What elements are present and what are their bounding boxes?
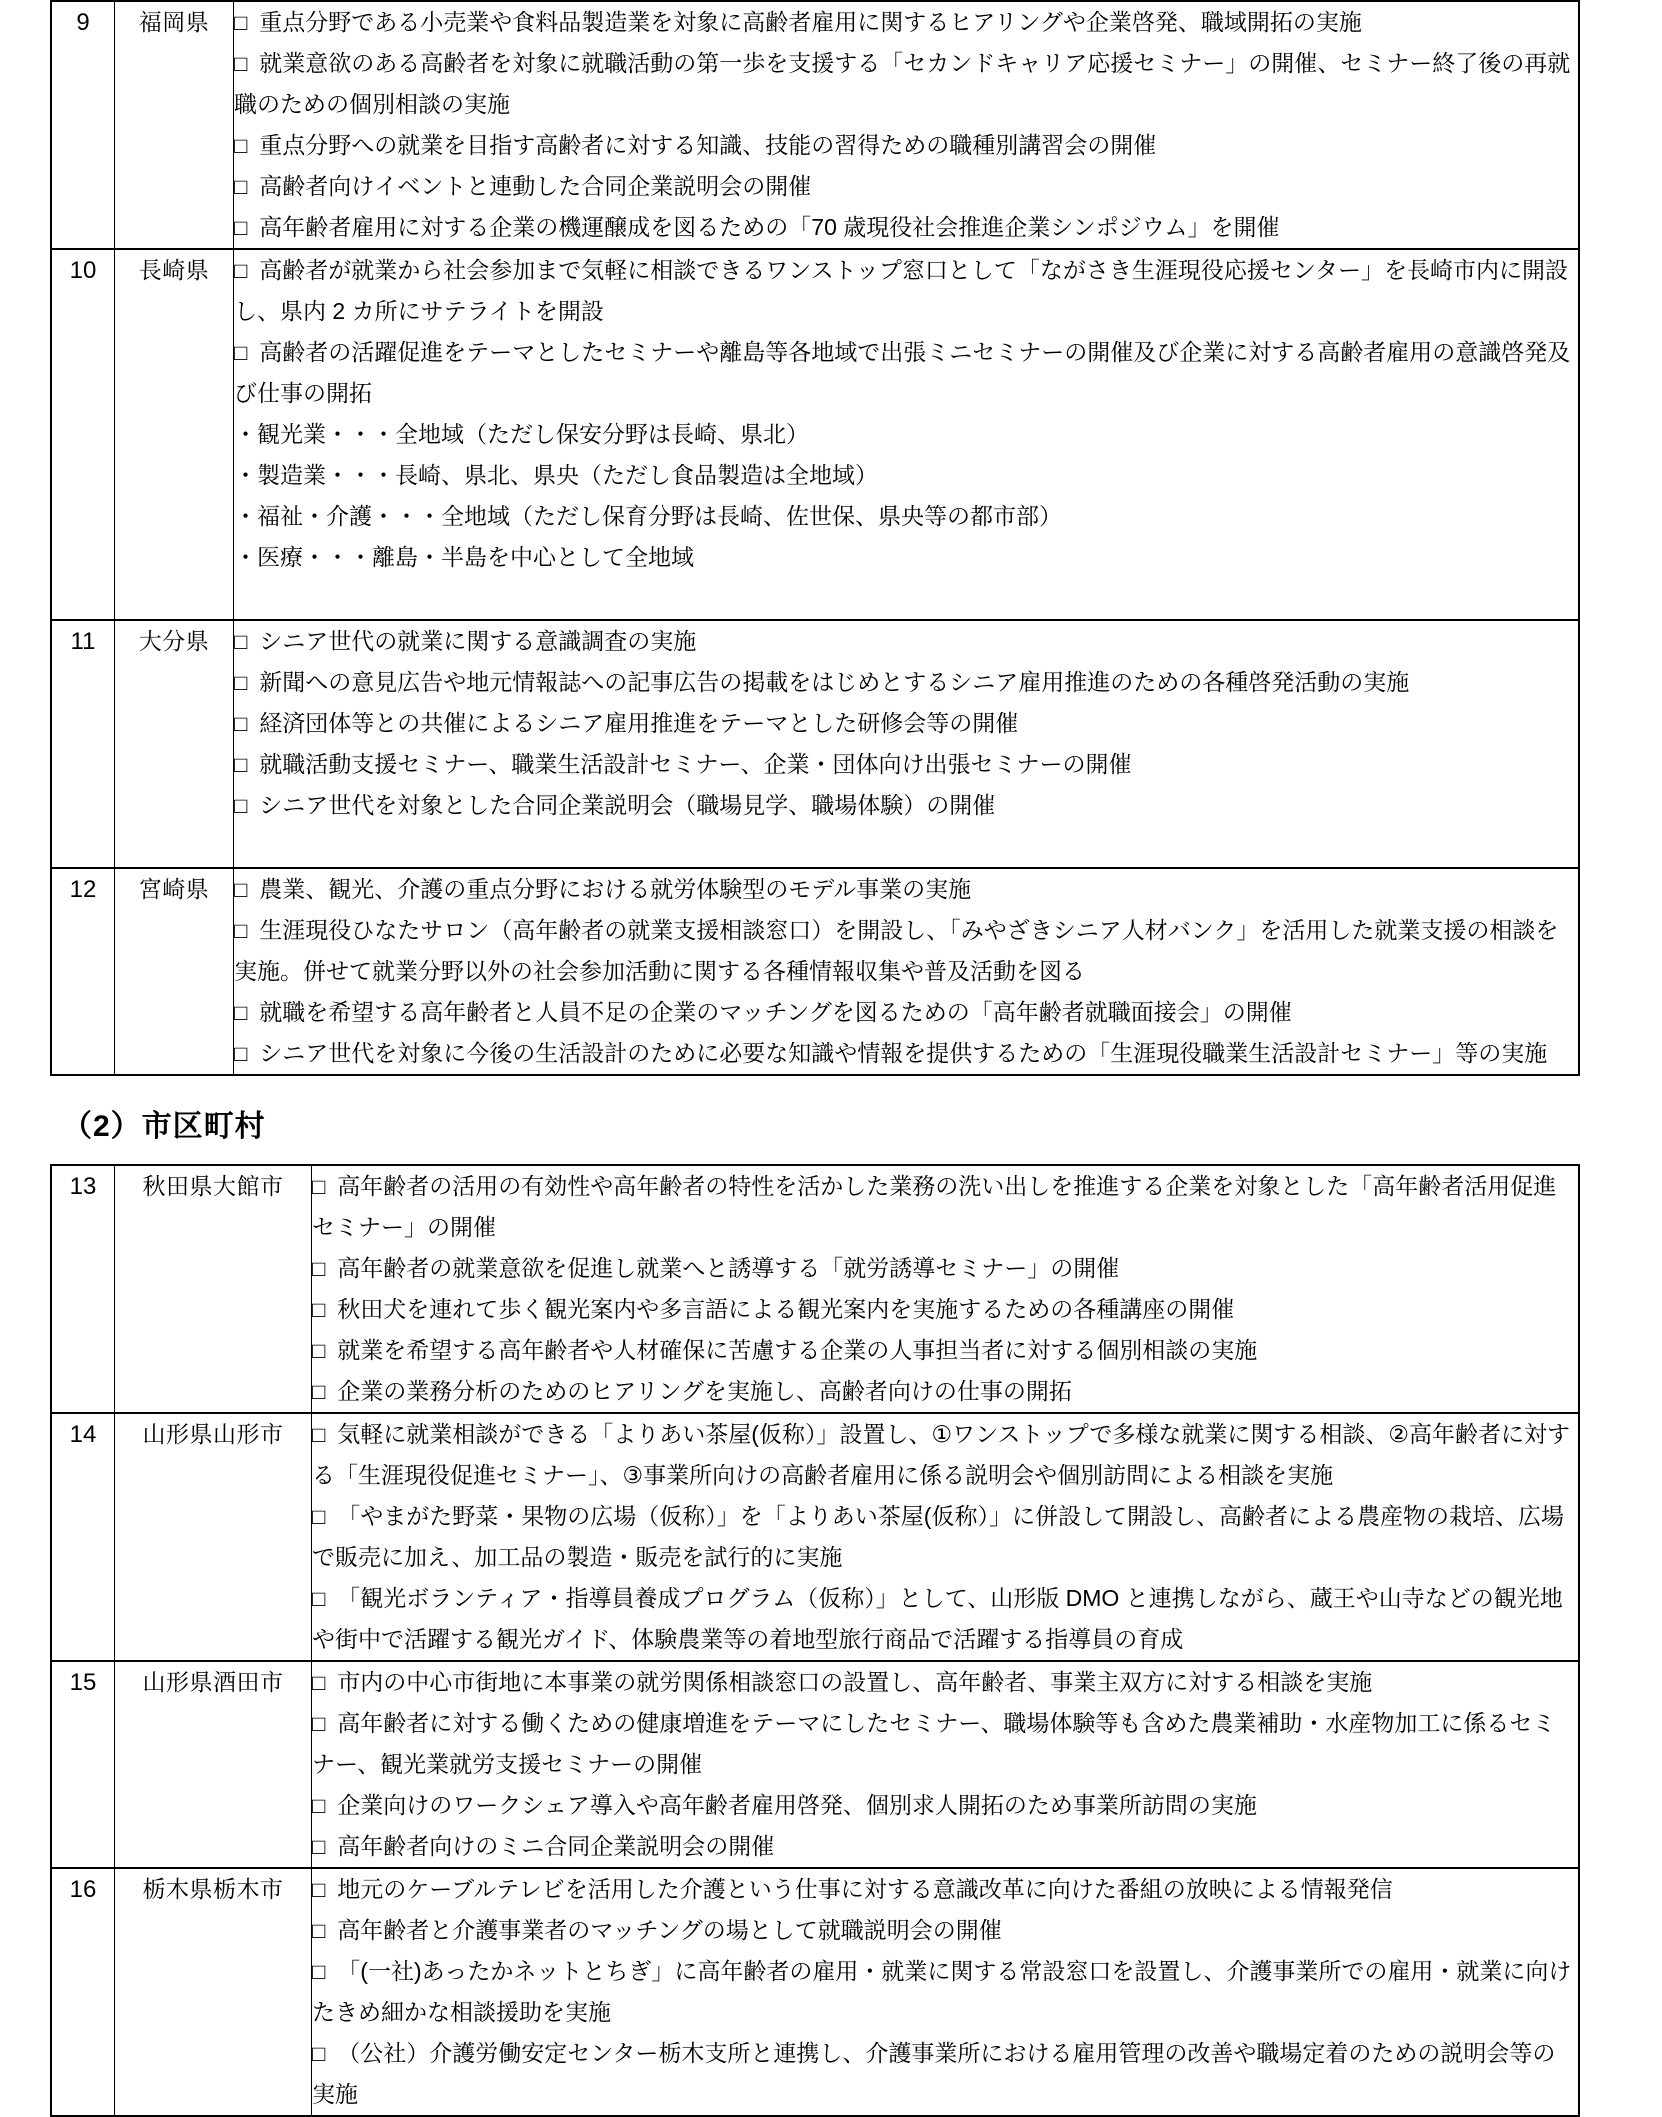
checkbox-icon: □ bbox=[312, 1959, 326, 1984]
table-row bbox=[51, 1165, 1579, 1413]
plain-line: ・観光業・・・全地域（ただし保安分野は長崎、県北） bbox=[234, 421, 809, 447]
list-item bbox=[312, 1951, 1578, 2033]
list-item-text: シニア世代を対象とした合同企業説明会（職場見学、職場体験）の開催 bbox=[259, 792, 996, 818]
row-content bbox=[234, 249, 1580, 620]
list-item-text: 秋田犬を連れて歩く観光案内や多言語による観光案内を実施するための各種講座の開催 bbox=[337, 1296, 1235, 1322]
checkbox-icon: □ bbox=[234, 711, 248, 736]
list-item bbox=[234, 869, 1578, 910]
row-region-name: 秋田県大館市 bbox=[115, 1165, 312, 1413]
list-item bbox=[312, 1496, 1578, 1578]
list-item-text: 重点分野である小売業や食料品製造業を対象に高齢者雇用に関するヒアリングや企業啓発、職域開拓の実施 bbox=[259, 9, 1362, 35]
checkbox-icon: □ bbox=[312, 1586, 326, 1611]
checkbox-icon: □ bbox=[234, 629, 248, 654]
list-item bbox=[234, 992, 1578, 1033]
list-item-text: 就職活動支援セミナー、職業生活設計セミナー、企業・団体向け出張セミナーの開催 bbox=[259, 751, 1132, 777]
list-item bbox=[312, 1662, 1578, 1703]
checkbox-icon: □ bbox=[234, 10, 248, 35]
checkbox-icon: □ bbox=[312, 1711, 326, 1736]
list-item-text: 高年齢者の就業意欲を促進し就業へと誘導する「就労誘導セミナー」の開催 bbox=[337, 1255, 1120, 1281]
checkbox-icon: □ bbox=[234, 258, 248, 283]
row-content bbox=[234, 620, 1580, 868]
list-item bbox=[234, 43, 1578, 125]
list-item-text: 農業、観光、介護の重点分野における就労体験型のモデル事業の実施 bbox=[259, 876, 972, 902]
list-item bbox=[312, 1330, 1578, 1371]
list-item-text: シニア世代を対象に今後の生活設計のために必要な知識や情報を提供するための「生涯現役職業生活設計セミナー」等の実施 bbox=[259, 1040, 1548, 1066]
list-item-text: シニア世代の就業に関する意識調査の実施 bbox=[259, 628, 697, 654]
row-region-name: 大分県 bbox=[115, 620, 234, 868]
list-item bbox=[312, 1166, 1578, 1248]
row-content bbox=[312, 1165, 1580, 1413]
list-item-text: 新聞への意見広告や地元情報誌への記事広告の掲載をはじめとするシニア雇用推進のための各種啓発活動の実施 bbox=[259, 669, 1410, 695]
row-region-name: 栃木県栃木市 bbox=[115, 1868, 312, 2116]
row-content bbox=[312, 1868, 1580, 2116]
checkbox-icon: □ bbox=[234, 174, 248, 199]
list-item-text: 高年齢者向けのミニ合同企業説明会の開催 bbox=[337, 1833, 775, 1859]
list-item bbox=[234, 662, 1578, 703]
list-item bbox=[312, 1371, 1578, 1412]
list-item-text: 「観光ボランティア・指導員養成プログラム（仮称）」として、山形版 DMO と連携しながら、蔵王や山寺などの観光地や街中で活躍する観光ガイド、体験農業等の着地型旅行商品で活躍する指導員の育成 bbox=[312, 1585, 1563, 1652]
row-content bbox=[234, 1, 1580, 249]
checkbox-icon: □ bbox=[234, 1000, 248, 1025]
list-item bbox=[234, 785, 1578, 826]
spacer bbox=[234, 578, 1578, 619]
checkbox-icon: □ bbox=[312, 2041, 326, 2066]
row-number: 13 bbox=[51, 1165, 115, 1413]
row-content bbox=[312, 1661, 1580, 1868]
list-item-text: 地元のケーブルテレビを活用した介護という仕事に対する意識改革に向けた番組の放映による情報発信 bbox=[337, 1876, 1393, 1902]
list-item bbox=[312, 1910, 1578, 1951]
checkbox-icon: □ bbox=[312, 1174, 326, 1199]
checkbox-icon: □ bbox=[234, 51, 248, 76]
checkbox-icon: □ bbox=[312, 1504, 326, 1529]
list-item bbox=[312, 1414, 1578, 1496]
table-row bbox=[51, 1413, 1579, 1661]
table-row bbox=[51, 1661, 1579, 1868]
row-region-name: 長崎県 bbox=[115, 249, 234, 620]
list-item-text: 就職を希望する高年齢者と人員不足の企業のマッチングを図るための「高年齢者就職面接会」の開催 bbox=[259, 999, 1292, 1025]
prefecture-initiatives-table bbox=[50, 0, 1580, 1076]
list-item bbox=[312, 1248, 1578, 1289]
row-number: 14 bbox=[51, 1413, 115, 1661]
row-region-name: 福岡県 bbox=[115, 1, 234, 249]
list-item bbox=[234, 744, 1578, 785]
list-item-text: （公社）介護労働安定センター栃木支所と連携し、介護事業所における雇用管理の改善や職場定着のための説明会等の実施 bbox=[312, 2040, 1556, 2107]
plain-line: ・製造業・・・長崎、県北、県央（ただし食品製造は全地域） bbox=[234, 462, 878, 488]
list-item bbox=[234, 910, 1578, 992]
list-item-text: 就業を希望する高年齢者や人材確保に苦慮する企業の人事担当者に対する個別相談の実施 bbox=[337, 1337, 1258, 1363]
list-item-text: 就業意欲のある高齢者を対象に就職活動の第一歩を支援する「セカンドキャリア応援セミナー」の開催、セミナー終了後の再就職のための個別相談の実施 bbox=[234, 50, 1571, 117]
list-item bbox=[234, 250, 1578, 332]
row-number: 10 bbox=[51, 249, 115, 620]
list-item-text: 生涯現役ひなたサロン（高年齢者の就業支援相談窓口）を開設し、「みやざきシニア人材バンク」を活用した就業支援の相談を実施。併せて就業分野以外の社会参加活動に関する各種情報収集や普及活動を図る bbox=[234, 917, 1559, 984]
checkbox-icon: □ bbox=[312, 1670, 326, 1695]
list-item-text: 高年齢者に対する働くための健康増進をテーマにしたセミナー、職場体験等も含めた農業補助・水産物加工に係るセミナー、観光業就労支援セミナーの開催 bbox=[312, 1710, 1556, 1777]
spacer bbox=[234, 826, 1578, 867]
row-number: 16 bbox=[51, 1868, 115, 2116]
row-region-name: 宮崎県 bbox=[115, 868, 234, 1075]
checkbox-icon: □ bbox=[234, 670, 248, 695]
checkbox-icon: □ bbox=[312, 1379, 326, 1404]
list-item bbox=[312, 1826, 1578, 1867]
list-item-text: 企業の業務分析のためのヒアリングを実施し、高齢者向けの仕事の開拓 bbox=[337, 1378, 1072, 1404]
plain-line: ・福祉・介護・・・全地域（ただし保育分野は長崎、佐世保、県央等の都市部） bbox=[234, 503, 1062, 529]
table-row bbox=[51, 620, 1579, 868]
checkbox-icon: □ bbox=[312, 1793, 326, 1818]
list-item bbox=[234, 1033, 1578, 1074]
row-content bbox=[312, 1413, 1580, 1661]
section-heading-wrapper bbox=[62, 1076, 1662, 1164]
row-region-name: 山形県酒田市 bbox=[115, 1661, 312, 1868]
checkbox-icon: □ bbox=[312, 1918, 326, 1943]
row-content bbox=[234, 868, 1580, 1075]
section-heading: （2）市区町村 bbox=[62, 1110, 266, 1143]
list-item bbox=[312, 1289, 1578, 1330]
prefecture-table-body bbox=[51, 1, 1579, 1075]
plain-line: ・医療・・・離島・半島を中心として全地域 bbox=[234, 544, 694, 570]
row-number: 12 bbox=[51, 868, 115, 1075]
checkbox-icon: □ bbox=[234, 918, 248, 943]
checkbox-icon: □ bbox=[312, 1338, 326, 1363]
list-item-text: 高年齢者と介護事業者のマッチングの場として就職説明会の開催 bbox=[337, 1917, 1002, 1943]
row-number: 9 bbox=[51, 1, 115, 249]
row-number: 15 bbox=[51, 1661, 115, 1868]
list-item-text: 「(一社)あったかネットとちぎ」に高年齢者の雇用・就業に関する常設窓口を設置し、介護事業所での雇用・就業に向けたきめ細かな相談援助を実施 bbox=[312, 1958, 1572, 2025]
list-item bbox=[312, 1869, 1578, 1910]
checkbox-icon: □ bbox=[312, 1877, 326, 1902]
list-item bbox=[234, 332, 1578, 414]
checkbox-icon: □ bbox=[234, 752, 248, 777]
table-row bbox=[51, 249, 1579, 620]
list-item-text: 市内の中心市街地に本事業の就労関係相談窓口の設置し、高年齢者、事業主双方に対する相談を実施 bbox=[337, 1669, 1373, 1695]
table-row bbox=[51, 1868, 1579, 2116]
checkbox-icon: □ bbox=[312, 1297, 326, 1322]
list-item-text: 重点分野への就業を目指す高齢者に対する知識、技能の習得ための職種別講習会の開催 bbox=[259, 132, 1157, 158]
checkbox-icon: □ bbox=[234, 877, 248, 902]
list-item-text: 高齢者向けイベントと連動した合同企業説明会の開催 bbox=[259, 173, 812, 199]
list-item-text: 高齢者が就業から社会参加まで気軽に相談できるワンストップ窓口として「ながさき生涯現役応援センター」を長崎市内に開設し、県内 2 カ所にサテライトを開設 bbox=[234, 257, 1568, 324]
list-item bbox=[234, 2, 1578, 43]
list-item bbox=[234, 166, 1578, 207]
table-row bbox=[51, 1, 1579, 249]
list-item bbox=[312, 1785, 1578, 1826]
list-item bbox=[312, 2033, 1578, 2115]
row-number: 11 bbox=[51, 620, 115, 868]
list-item-text: 高年齢者の活用の有効性や高年齢者の特性を活かした業務の洗い出しを推進する企業を対象とした「高年齢者活用促進セミナー」の開催 bbox=[312, 1173, 1557, 1240]
list-item-text: 企業向けのワークシェア導入や高年齢者雇用啓発、個別求人開拓のため事業所訪問の実施 bbox=[337, 1792, 1257, 1818]
checkbox-icon: □ bbox=[234, 340, 248, 365]
list-item-text: 高齢者の活躍促進をテーマとしたセミナーや離島等各地域で出張ミニセミナーの開催及び企業に対する高齢者雇用の意識啓発及び仕事の開拓 bbox=[234, 339, 1571, 406]
list-item bbox=[234, 125, 1578, 166]
table-row bbox=[51, 868, 1579, 1075]
list-item bbox=[234, 207, 1578, 248]
list-item-text: 気軽に就業相談ができる「よりあい茶屋(仮称）」設置し、①ワンストップで多様な就業に関する相談、②高年齢者に対する「生涯現役促進セミナー」、③事業所向けの高齢者雇用に係る説明会や個別訪問による相談を実施 bbox=[312, 1421, 1571, 1488]
checkbox-icon: □ bbox=[234, 1041, 248, 1066]
list-item bbox=[312, 1703, 1578, 1785]
checkbox-icon: □ bbox=[234, 793, 248, 818]
checkbox-icon: □ bbox=[312, 1256, 326, 1281]
checkbox-icon: □ bbox=[312, 1422, 326, 1447]
municipality-table-body bbox=[51, 1165, 1579, 2116]
list-item-text: 高年齢者雇用に対する企業の機運醸成を図るための「70 歳現役社会推進企業シンポジウム」を開催 bbox=[259, 214, 1280, 240]
checkbox-icon: □ bbox=[312, 1834, 326, 1859]
checkbox-icon: □ bbox=[234, 215, 248, 240]
list-item bbox=[312, 1578, 1578, 1660]
list-item bbox=[234, 703, 1578, 744]
checkbox-icon: □ bbox=[234, 133, 248, 158]
list-item-text: 「やまがた野菜・果物の広場（仮称）」を「よりあい茶屋(仮称）」に併設して開設し、高齢者による農産物の栽培、広場で販売に加え、加工品の製造・販売を試行的に実施 bbox=[312, 1503, 1564, 1570]
municipality-initiatives-table bbox=[50, 1164, 1580, 2117]
list-item bbox=[234, 621, 1578, 662]
row-region-name: 山形県山形市 bbox=[115, 1413, 312, 1661]
list-item-text: 経済団体等との共催によるシニア雇用推進をテーマとした研修会等の開催 bbox=[259, 710, 1019, 736]
